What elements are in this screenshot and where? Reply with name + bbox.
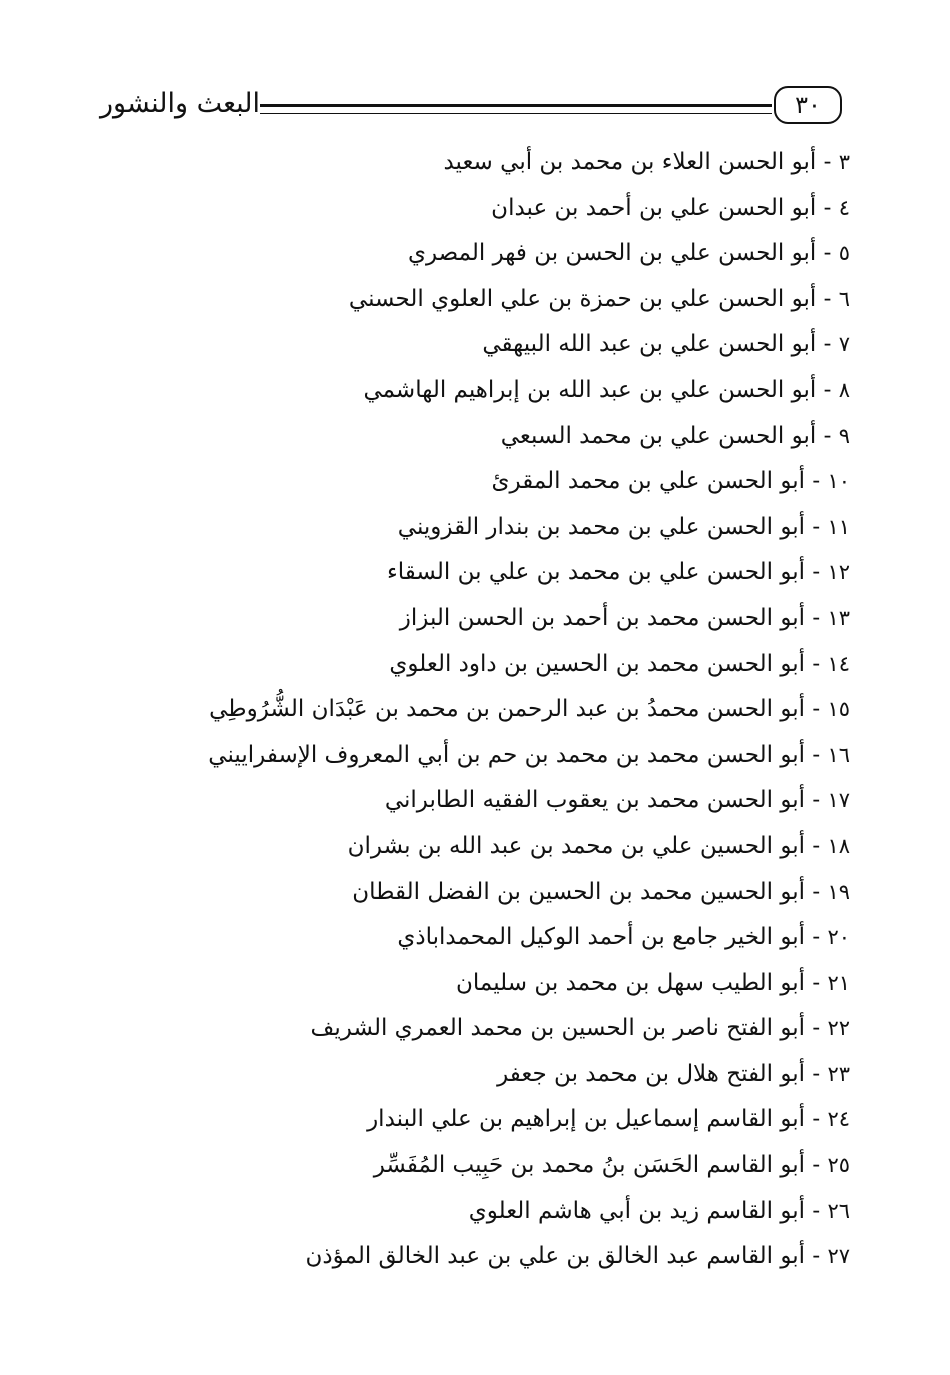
entry-number: ١٣ — [827, 605, 850, 630]
list-item: ٢٢ - أبو الفتح ناصر بن الحسين بن محمد العمري الشريف — [310, 1015, 850, 1042]
book-title: البعث والنشور — [100, 88, 260, 119]
entry-number: ٣ — [838, 150, 850, 174]
entry-text: أبو القاسم الحَسَن بنُ محمد بن حَبِيب المُفَسِّر — [373, 1152, 806, 1179]
entry-text: أبو الخير جامع بن أحمد الوكيل المحمداباذي — [397, 924, 806, 951]
entry-number: ٢٠ — [827, 925, 850, 950]
list-item: ٢٥ - أبو القاسم الحَسَن بنُ محمد بن حَبِيب المُفَسِّر — [373, 1152, 850, 1179]
list-item: ٢٦ - أبو القاسم زيد بن أبي هاشم العلوي — [468, 1197, 850, 1224]
entry-text: أبو الحسن علي بن محمد بن بندار القزويني — [397, 513, 806, 540]
entry-text: أبو الحسن محمد بن محمد بن حم بن أبي المعروف الإسفراييني — [208, 741, 806, 768]
list-item: ٦ - أبو الحسن علي بن حمزة بن علي العلوي الحسني — [348, 285, 850, 312]
entry-text: أبو الحسن محمد بن يعقوب الفقيه الطابراني — [384, 787, 806, 814]
list-item: ٨ - أبو الحسن علي بن عبد الله بن إبراهيم الهاشمي — [363, 376, 850, 403]
entry-text: أبو الحسين علي بن محمد بن عبد الله بن بشران — [347, 832, 806, 859]
entry-number: ٢١ — [827, 970, 850, 995]
entry-text: أبو الحسن علي بن عبد الله بن إبراهيم الهاشمي — [363, 376, 817, 403]
entry-text: أبو الحسن علي بن محمد بن علي بن السقاء — [386, 559, 806, 586]
list-item: ٤ - أبو الحسن علي بن أحمد بن عبدان — [491, 194, 850, 221]
list-item: ٣ - أبو الحسن العلاء بن محمد بن أبي سعيد — [443, 149, 850, 175]
entry-text: أبو القاسم إسماعيل بن إبراهيم بن علي البندار — [367, 1106, 806, 1133]
narrator-list — [90, 140, 850, 1280]
entry-text: أبو الحسن محمدُ بن عبد الرحمن بن محمد بن عَبْدَان الشُّرُوطِي — [209, 696, 806, 723]
entry-text: أبو القاسم عبد الخالق بن علي بن عبد الخالق المؤذن — [305, 1243, 806, 1270]
entry-number: ١٩ — [827, 879, 850, 904]
entry-number: ١٨ — [827, 833, 850, 858]
entry-text: أبو الفتح ناصر بن الحسين بن محمد العمري الشريف — [310, 1015, 806, 1042]
list-item: ٩ - أبو الحسن علي بن محمد السبعي — [500, 422, 850, 449]
list-item: ١١ - أبو الحسن علي بن محمد بن بندار القزويني — [397, 513, 850, 540]
entry-number: ٥ — [838, 241, 850, 266]
entry-text: أبو الحسن محمد بن أحمد بن الحسن البزاز — [399, 604, 806, 631]
entry-number: ٦ — [838, 286, 850, 311]
entry-text: أبو الحسن العلاء بن محمد بن أبي سعيد — [443, 149, 817, 175]
entry-number: ٩ — [838, 423, 850, 448]
list-item: ١٢ - أبو الحسن علي بن محمد بن علي بن السقاء — [386, 559, 850, 586]
list-item: ١٠ - أبو الحسن علي بن محمد المقرئ — [491, 468, 850, 495]
list-item: ٢٠ - أبو الخير جامع بن أحمد الوكيل المحمداباذي — [397, 924, 850, 951]
entry-number: ١٦ — [827, 742, 850, 767]
entry-number: ١٥ — [827, 697, 850, 722]
list-item: ٢٣ - أبو الفتح هلال بن محمد بن جعفر — [497, 1060, 850, 1087]
entry-number: ٢٣ — [827, 1061, 850, 1086]
list-item: ١٥ - أبو الحسن محمدُ بن عبد الرحمن بن محمد بن عَبْدَان الشُّرُوطِي — [209, 696, 850, 723]
entry-number: ١٤ — [827, 651, 850, 676]
entry-text: أبو الحسين محمد بن الحسين بن الفضل القطان — [352, 878, 806, 905]
entry-text: أبو الفتح هلال بن محمد بن جعفر — [497, 1060, 806, 1087]
entry-text: أبو الحسن علي بن عبد الله البيهقي — [482, 331, 817, 358]
list-item: ٧ - أبو الحسن علي بن عبد الله البيهقي — [482, 331, 850, 358]
list-item: ٢٤ - أبو القاسم إسماعيل بن إبراهيم بن علي البندار — [367, 1106, 850, 1133]
entry-number: ١٧ — [827, 788, 850, 813]
entry-number: ٢٢ — [827, 1016, 850, 1041]
entry-number: ٤ — [838, 195, 850, 220]
entry-text: أبو الحسن علي بن أحمد بن عبدان — [491, 194, 817, 221]
list-item: ١٧ - أبو الحسن محمد بن يعقوب الفقيه الطابراني — [384, 787, 850, 814]
list-item: ١٤ - أبو الحسن محمد بن الحسين بن داود العلوي — [389, 650, 850, 677]
entry-number: ٢٦ — [827, 1198, 850, 1223]
list-item: ١٨ - أبو الحسين علي بن محمد بن عبد الله بن بشران — [347, 832, 850, 859]
entry-text: أبو الطيب سهل بن محمد بن سليمان — [456, 969, 806, 996]
entry-text: أبو الحسن علي بن حمزة بن علي العلوي الحسني — [348, 285, 817, 312]
entry-number: ١٢ — [827, 560, 850, 585]
list-item: ٥ - أبو الحسن علي بن الحسن بن فهر المصري — [407, 240, 850, 267]
header-rule — [260, 104, 772, 114]
page-header — [100, 86, 842, 126]
page-number: ٣٠ — [774, 86, 842, 124]
list-item: ١٣ - أبو الحسن محمد بن أحمد بن الحسن البزاز — [399, 604, 850, 631]
entry-number: ١١ — [827, 514, 850, 539]
list-item: ١٦ - أبو الحسن محمد بن محمد بن حم بن أبي المعروف الإسفراييني — [208, 741, 850, 768]
entry-text: أبو الحسن علي بن الحسن بن فهر المصري — [407, 240, 817, 267]
entry-text: أبو القاسم زيد بن أبي هاشم العلوي — [468, 1197, 806, 1224]
list-item: ٢١ - أبو الطيب سهل بن محمد بن سليمان — [456, 969, 850, 996]
list-item: ٢٧ - أبو القاسم عبد الخالق بن علي بن عبد الخالق المؤذن — [305, 1243, 850, 1270]
entry-text: أبو الحسن علي بن محمد السبعي — [500, 422, 817, 449]
entry-number: ٢٥ — [827, 1153, 850, 1178]
list-item: ١٩ - أبو الحسين محمد بن الحسين بن الفضل القطان — [352, 878, 850, 905]
entry-number: ٨ — [838, 377, 850, 402]
entry-number: ٢٧ — [827, 1244, 850, 1269]
entry-text: أبو الحسن محمد بن الحسين بن داود العلوي — [389, 650, 806, 677]
entry-number: ٧ — [838, 332, 850, 357]
entry-number: ١٠ — [827, 469, 850, 494]
entry-text: أبو الحسن علي بن محمد المقرئ — [491, 468, 806, 495]
entry-number: ٢٤ — [827, 1107, 850, 1132]
